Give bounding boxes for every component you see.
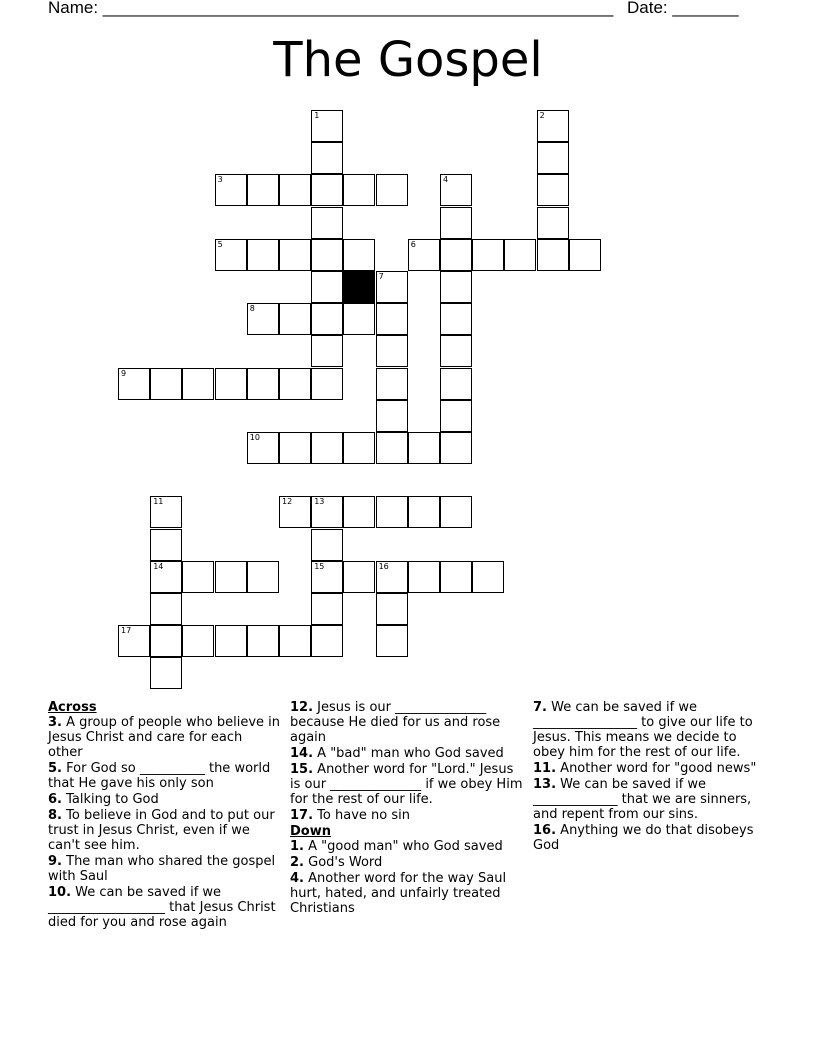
clue-number: 12	[282, 497, 293, 507]
grid-cell[interactable]	[311, 335, 343, 367]
across-heading: Across	[48, 700, 97, 715]
grid-cell[interactable]	[440, 400, 472, 432]
clue-down-16: 16. Anything we do that disobeys God	[533, 823, 754, 853]
grid-cell[interactable]	[118, 625, 150, 657]
grid-cell[interactable]	[440, 496, 472, 528]
clue-across-15: 15. Another word for "Lord." Jesus is our ______________ if we obey Him for the rest of our life.	[290, 762, 523, 807]
grid-cell[interactable]	[215, 368, 247, 400]
grid-cell[interactable]	[537, 207, 569, 239]
date-field-label[interactable]: Date: _______	[627, 0, 739, 17]
clue-number: 5	[217, 239, 223, 249]
grid-cell[interactable]	[311, 142, 343, 174]
grid-cell[interactable]	[472, 239, 504, 271]
clue-across-17: 17. To have no sin	[290, 808, 410, 823]
clue-down-11: 11. Another word for "good news"	[533, 761, 757, 776]
grid-cell[interactable]	[247, 432, 279, 464]
clue-across-3: 3. A group of people who believe in Jesus Christ and care for each other	[48, 715, 281, 760]
clue-number: 6	[410, 239, 416, 249]
grid-cell[interactable]	[279, 625, 311, 657]
grid-cell[interactable]	[150, 657, 182, 689]
grid-cell[interactable]	[408, 239, 440, 271]
clue-number: 3	[217, 175, 223, 185]
grid-cell[interactable]	[376, 496, 408, 528]
grid-cell[interactable]	[247, 561, 279, 593]
grid-cell[interactable]	[343, 561, 375, 593]
grid-cell[interactable]	[376, 174, 408, 206]
clue-number: 14	[153, 561, 164, 571]
puzzle-title: The Gospel	[273, 32, 543, 88]
grid-cell[interactable]	[247, 174, 279, 206]
clue-number: 8	[249, 304, 255, 314]
grid-cell[interactable]	[311, 239, 343, 271]
clue-number: 10	[249, 433, 260, 442]
grid-cell[interactable]	[408, 561, 440, 593]
grid-cell[interactable]	[150, 529, 182, 561]
clue-across-6: 6. Talking to God	[48, 792, 159, 807]
clue-number: 4	[443, 175, 449, 185]
grid-cell[interactable]	[376, 561, 408, 593]
clue-number: 16	[378, 561, 389, 571]
grid-cell[interactable]	[182, 625, 214, 657]
grid-cell[interactable]	[279, 174, 311, 206]
clue-number: 1	[314, 111, 320, 120]
grid-cell[interactable]	[343, 432, 375, 464]
grid-cell[interactable]	[376, 335, 408, 367]
grid-cell[interactable]	[150, 368, 182, 400]
grid-cell[interactable]	[376, 368, 408, 400]
clue-number: 11	[153, 497, 164, 507]
grid-cell[interactable]	[537, 110, 569, 142]
grid-cell[interactable]	[376, 303, 408, 335]
grid-cell[interactable]	[408, 432, 440, 464]
grid-cell[interactable]	[440, 335, 472, 367]
grid-cell[interactable]	[247, 625, 279, 657]
grid-cell[interactable]	[376, 271, 408, 303]
grid-cell[interactable]	[408, 496, 440, 528]
grid-cell[interactable]	[311, 625, 343, 657]
grid-cell[interactable]	[311, 496, 343, 528]
grid-cell[interactable]	[311, 207, 343, 239]
grid-block	[343, 271, 375, 303]
grid-cell[interactable]	[343, 174, 375, 206]
grid-cell[interactable]	[440, 239, 472, 271]
grid-cell[interactable]	[376, 400, 408, 432]
grid-cell[interactable]	[150, 561, 182, 593]
grid-cell[interactable]	[537, 174, 569, 206]
clue-down-1: 1. A "good man" who God saved	[290, 839, 503, 854]
grid-cell[interactable]	[247, 368, 279, 400]
clue-number: 2	[539, 111, 545, 120]
grid-cell[interactable]	[376, 625, 408, 657]
clue-number: 15	[314, 561, 325, 571]
grid-cell[interactable]	[440, 271, 472, 303]
clue-column-1	[48, 700, 280, 931]
grid-cell[interactable]	[311, 368, 343, 400]
clue-down-7: 7. We can be saved if we ________________ to give our life to Jesus. This means we decide to obey him for the rest of our life.	[533, 700, 753, 760]
clue-across-12: 12. Jesus is our ______________ because He died for us and rose again	[290, 700, 501, 745]
clue-across-5: 5. For God so __________ the world that He gave his only son	[48, 761, 271, 791]
grid-cell[interactable]	[311, 271, 343, 303]
grid-cell[interactable]	[376, 432, 408, 464]
grid-cell[interactable]	[215, 239, 247, 271]
clue-column-2	[290, 700, 526, 917]
grid-cell[interactable]	[150, 625, 182, 657]
grid-cell[interactable]	[569, 239, 601, 271]
grid-cell[interactable]	[311, 561, 343, 593]
grid-cell[interactable]	[279, 432, 311, 464]
clue-number: 17	[121, 626, 132, 636]
grid-cell[interactable]	[343, 239, 375, 271]
grid-cell[interactable]	[279, 368, 311, 400]
grid-cell[interactable]	[343, 496, 375, 528]
clue-number: 13	[314, 497, 325, 507]
grid-cell[interactable]	[440, 174, 472, 206]
grid-cell[interactable]	[440, 303, 472, 335]
grid-cell[interactable]	[247, 303, 279, 335]
grid-cell[interactable]	[182, 561, 214, 593]
name-field-label[interactable]: Name: ______________________________________________________	[48, 0, 614, 17]
grid-cell[interactable]	[279, 496, 311, 528]
grid-cell[interactable]	[440, 561, 472, 593]
grid-cell[interactable]	[182, 368, 214, 400]
grid-cell[interactable]	[311, 110, 343, 142]
grid-cell[interactable]	[311, 593, 343, 625]
grid-cell[interactable]	[247, 239, 279, 271]
grid-cell[interactable]	[440, 207, 472, 239]
grid-cell[interactable]	[279, 239, 311, 271]
grid-cell[interactable]	[215, 561, 247, 593]
grid-cell[interactable]	[504, 239, 536, 271]
down-heading: Down	[290, 824, 331, 839]
clue-down-2: 2. God's Word	[290, 855, 383, 870]
clue-across-14: 14. A "bad" man who God saved	[290, 746, 504, 761]
grid-cell[interactable]	[537, 239, 569, 271]
clue-down-13: 13. We can be saved if we _____________ that we are sinners, and repent from our sins.	[533, 777, 752, 822]
clue-down-4: 4. Another word for the way Saul hurt, hated, and unfairly treated Christians	[290, 871, 507, 916]
grid-cell[interactable]	[376, 593, 408, 625]
clue-across-10: 10. We can be saved if we __________________ that Jesus Christ died for you and rose again	[48, 885, 276, 930]
grid-cell[interactable]	[311, 174, 343, 206]
clue-number: 7	[378, 272, 384, 281]
clue-column-3	[533, 700, 769, 854]
grid-cell[interactable]	[118, 368, 150, 400]
grid-cell[interactable]	[150, 593, 182, 625]
grid-cell[interactable]	[311, 432, 343, 464]
grid-cell[interactable]	[150, 496, 182, 528]
grid-cell[interactable]	[311, 529, 343, 561]
clue-number: 9	[121, 368, 127, 378]
clue-across-8: 8. To believe in God and to put our trust in Jesus Christ, even if we can't see him.	[48, 808, 275, 853]
grid-cell[interactable]	[472, 561, 504, 593]
grid-cell[interactable]	[215, 174, 247, 206]
grid-cell[interactable]	[440, 368, 472, 400]
clue-across-9: 9. The man who shared the gospel with Saul	[48, 854, 276, 884]
grid-cell[interactable]	[215, 625, 247, 657]
grid-cell[interactable]	[279, 303, 311, 335]
grid-cell[interactable]	[343, 303, 375, 335]
grid-cell[interactable]	[440, 432, 472, 464]
grid-cell[interactable]	[311, 303, 343, 335]
grid-cell[interactable]	[537, 142, 569, 174]
